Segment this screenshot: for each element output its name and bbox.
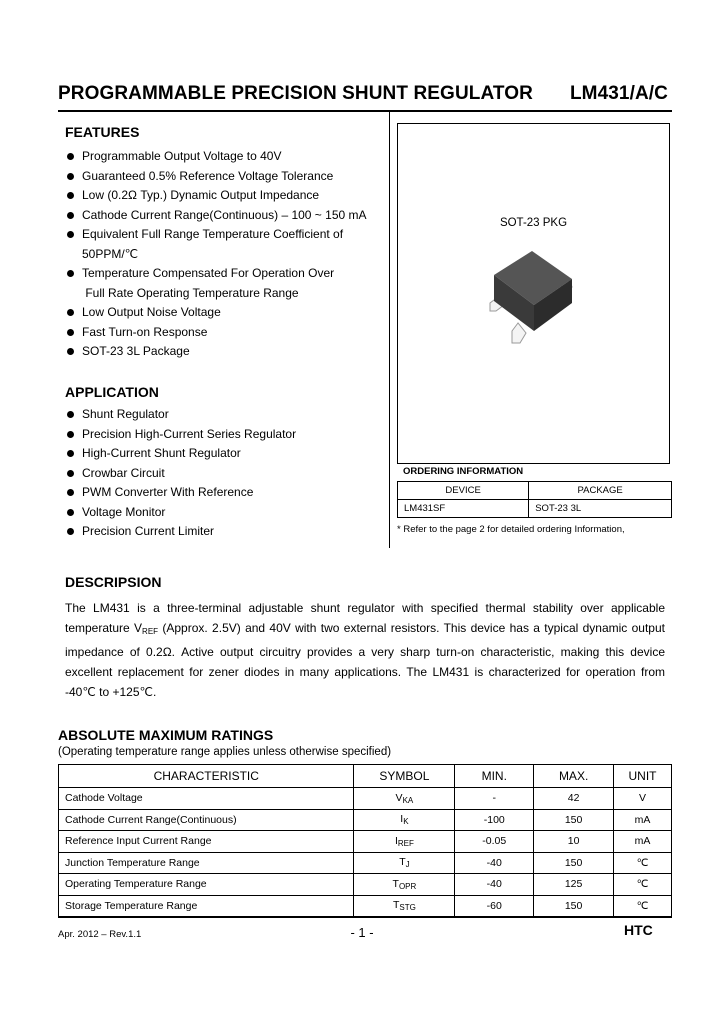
footer-rule [58, 916, 672, 918]
column-divider [389, 110, 390, 548]
part-number: LM431/A/C [569, 83, 668, 104]
description-paragraph: The LM431 is a three-terminal adjustable shunt regulator with specified thermal stability over applicable temperature $V_{REF}$ (Approx. 2.5V) and 40V with two external resistors. This device has a typical dynamic output impedance of 0.2Ω. Active output circuitry provides a very sharp turn-on characteristic, making this device excellent replacement for zener diodes in many applications. The LM431 is characterized for operation from -40℃ to +125℃. [65, 601, 665, 699]
ratings-heading: ABSOLUTE MAXIMUM RATINGS [58, 727, 274, 743]
bullet-icon [67, 231, 74, 238]
table-row: Junction Temperature Range $T_J$ -40 150 ℃ [59, 852, 672, 874]
list-item: Low (0.2Ω Typ.) Dynamic Output Impedance [65, 186, 385, 206]
list-item: High-Current Shunt Regulator [65, 444, 385, 464]
bullet-icon [67, 192, 74, 199]
bullet-icon [67, 450, 74, 457]
header-rule [58, 110, 672, 112]
table-header-cell: MAX. [534, 765, 614, 788]
list-item: Crowbar Circuit [65, 464, 385, 484]
sot23-package-icon [480, 245, 580, 350]
table-header-cell: UNIT [614, 765, 672, 788]
ordering-note: * Refer to the page 2 for detailed ordering Information, [397, 524, 625, 535]
table-row [398, 500, 672, 518]
table-row: Storage Temperature Range $T_{STG}$ -60 150 ℃ [59, 895, 672, 917]
list-item: Guaranteed 0.5% Reference Voltage Tolerance [65, 167, 385, 187]
table-row: Cathode Current Range(Continuous) $I_K$ -100 150 mA [59, 809, 672, 831]
title-text: PROGRAMMABLE PRECISION SHUNT REGULATOR [58, 83, 533, 104]
page-title [58, 83, 672, 105]
table-header-cell: MIN. [455, 765, 534, 788]
bullet-icon [67, 309, 74, 316]
ordering-table [397, 481, 672, 518]
bullet-icon [67, 528, 74, 535]
features-heading: FEATURES [65, 124, 140, 140]
table-header-row [59, 765, 672, 788]
bullet-icon [67, 509, 74, 516]
bullet-icon [67, 348, 74, 355]
list-item: Equivalent Full Range Temperature Coefficient of 50PPM/℃ [65, 225, 385, 264]
bullet-icon [67, 270, 74, 277]
footer-date: Apr. 2012 – Rev.1.1 [58, 929, 142, 940]
features-list [65, 147, 385, 362]
bullet-icon [67, 470, 74, 477]
list-item: Temperature Compensated For Operation Over Full Rate Operating Temperature Range [65, 264, 385, 303]
list-item: PWM Converter With Reference [65, 483, 385, 503]
bullet-icon [67, 431, 74, 438]
ordering-title: ORDERING INFORMATION [403, 466, 524, 477]
ratings-note: (Operating temperature range applies unless otherwise specified) [58, 746, 392, 758]
list-item: SOT-23 3L Package [65, 342, 385, 362]
list-item: Programmable Output Voltage to 40V [65, 147, 385, 167]
description-heading: DESCRIPSION [65, 574, 162, 590]
bullet-icon [67, 173, 74, 180]
table-row: Cathode Voltage $V_{KA}$ - 42 V [59, 788, 672, 810]
table-header-cell: CHARACTERISTIC [59, 765, 354, 788]
table-header-row [398, 482, 672, 500]
table-row: Reference Input Current Range $I_{REF}$ -0.05 10 mA [59, 831, 672, 853]
list-item: Fast Turn-on Response [65, 323, 385, 343]
bullet-icon [67, 411, 74, 418]
table-header-cell: SYMBOL [354, 765, 455, 788]
table-cell: LM431SF [398, 500, 529, 518]
page-number: - 1 - [350, 925, 374, 940]
list-item: Shunt Regulator [65, 405, 385, 425]
bullet-icon [67, 153, 74, 160]
list-item: Voltage Monitor [65, 503, 385, 523]
package-label: SOT-23 PKG [499, 217, 568, 229]
table-header-cell: DEVICE [398, 482, 529, 500]
list-item: Precision High-Current Series Regulator [65, 425, 385, 445]
list-item: Precision Current Limiter [65, 522, 385, 542]
bullet-icon [67, 489, 74, 496]
table-row: Operating Temperature Range $T_{OPR}$ -40 125 ℃ [59, 874, 672, 896]
application-list [65, 405, 385, 542]
bullet-icon [67, 212, 74, 219]
table-header-cell: PACKAGE [529, 482, 672, 500]
brand-logo: HTC [624, 922, 653, 938]
ratings-table [58, 764, 672, 917]
application-heading: APPLICATION [65, 384, 159, 400]
bullet-icon [67, 329, 74, 336]
list-item: Low Output Noise Voltage [65, 303, 385, 323]
table-cell: SOT-23 3L [529, 500, 672, 518]
list-item: Cathode Current Range(Continuous) – 100 ~ 150 mA [65, 206, 385, 226]
